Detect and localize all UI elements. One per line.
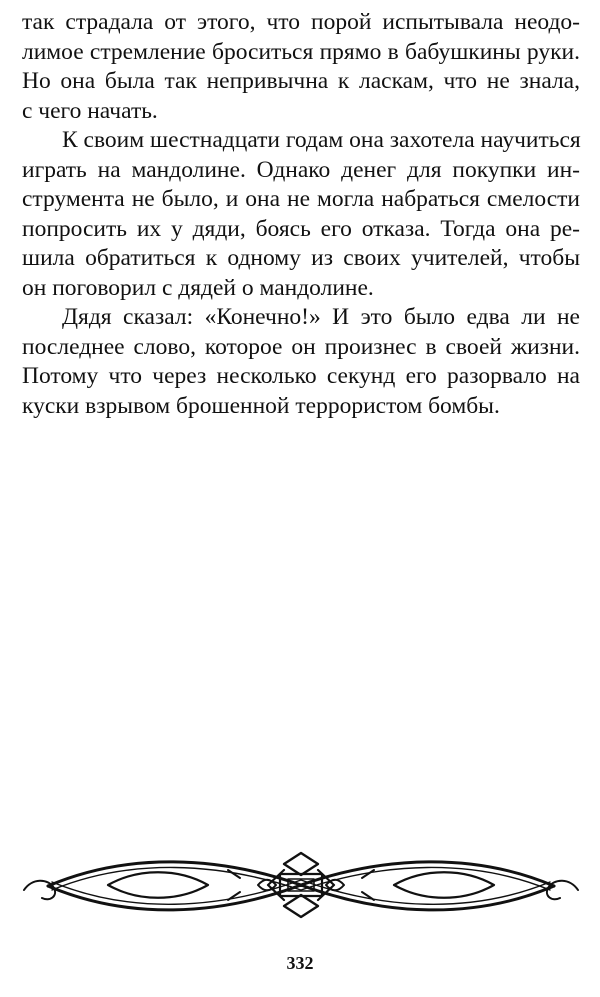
text-line: лимое стремление броситься прямо в бабушкины руки. bbox=[22, 38, 580, 65]
text-line: куски взрывом брошенной террористом бомбы. bbox=[22, 392, 500, 419]
body-text bbox=[22, 8, 580, 421]
text-line: последнее слово, которое он произнес в своей жизни. bbox=[22, 333, 580, 360]
text-line: шила обратиться к одному из своих учителей, чтобы bbox=[22, 245, 580, 271]
text-line: Дядя сказал: «Конечно!» И это было едва ли не bbox=[62, 304, 580, 330]
text-line: так страдала от этого, что порой испытывала неодо- bbox=[22, 9, 580, 35]
text-line: К своим шестнадцати годам она захотела научиться bbox=[62, 127, 581, 153]
text-line: Потому что через несколько секунд его разорвало на bbox=[22, 363, 580, 389]
text-line: он поговорил с дядей о мандолине. bbox=[22, 274, 374, 301]
text-line: с чего начать. bbox=[22, 97, 158, 124]
page-number: 332 bbox=[286, 953, 314, 973]
text-line: попросить их у дяди, боясь его отказа. Тогда она ре- bbox=[22, 215, 580, 242]
text-line: струмента не было, и она не могла набраться смелости bbox=[22, 186, 580, 212]
text-line: играть на мандолине. Однако денег для покупки ин- bbox=[22, 156, 580, 183]
celtic-knot-divider-icon bbox=[18, 848, 584, 922]
text-line: Но она была так непривычна к ласкам, что не знала, bbox=[22, 68, 580, 94]
